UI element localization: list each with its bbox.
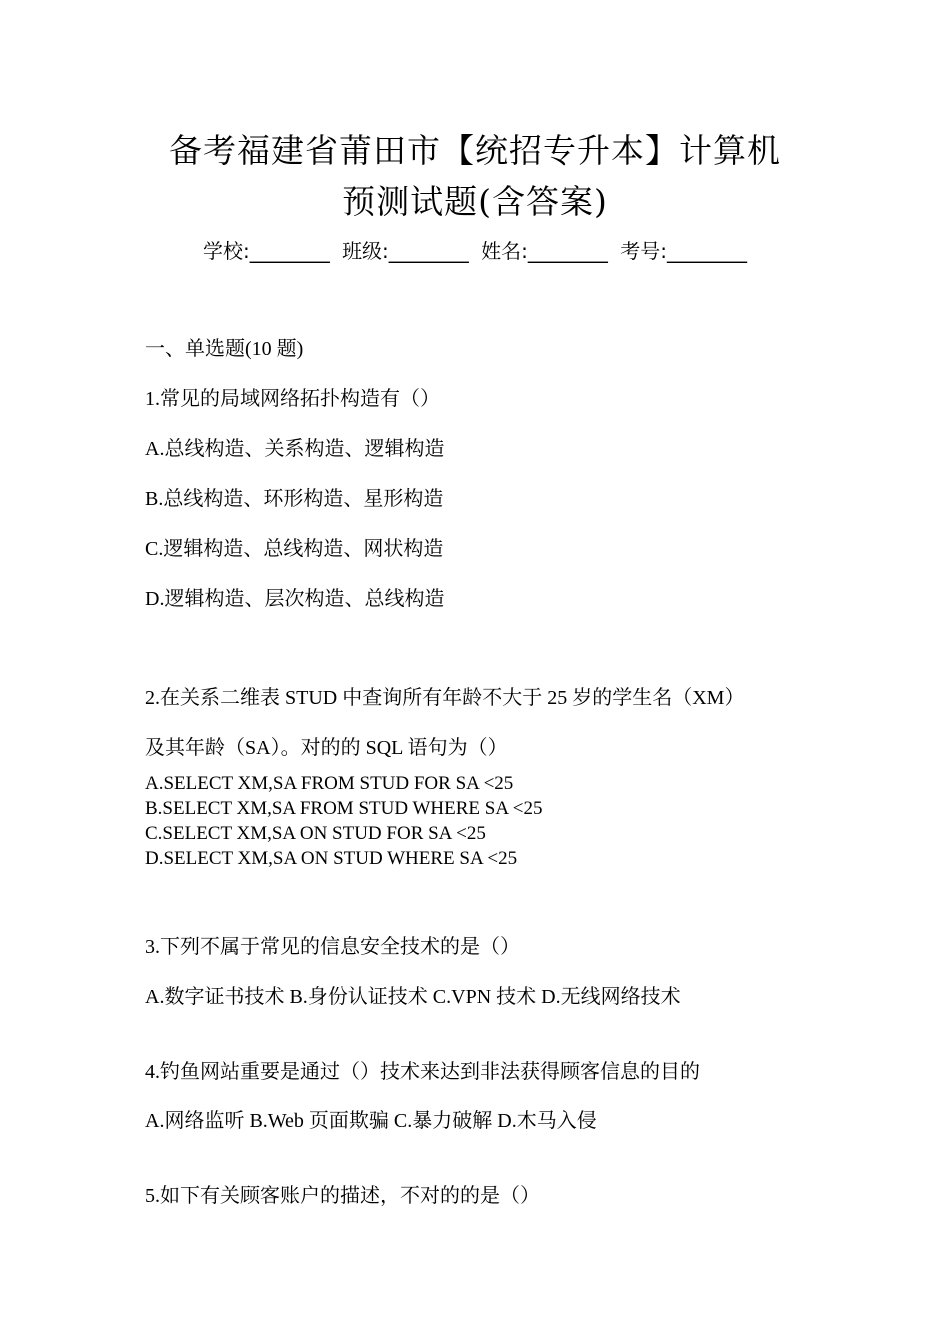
- question-1-option-b: B.总线构造、环形构造、星形构造: [145, 488, 444, 510]
- student-info-line: [0, 237, 950, 265]
- exam-number-field: 考号:________: [620, 239, 748, 263]
- document-title-line1: 备考福建省莆田市【统招专升本】计算机: [169, 131, 781, 170]
- question-2-option-c: C.SELECT XM,SA ON STUD FOR SA <25: [145, 823, 486, 844]
- question-1-option-c: C.逻辑构造、总线构造、网状构造: [145, 538, 444, 560]
- section-heading: 一、单选题(10 题): [145, 338, 304, 360]
- question-3-options: A.数字证书技术 B.身份认证技术 C.VPN 技术 D.无线网络技术: [145, 986, 681, 1008]
- question-1-option-d: D.逻辑构造、层次构造、总线构造: [145, 588, 445, 610]
- name-field: 姓名:________: [481, 239, 608, 263]
- school-field: 学校:________: [202, 239, 330, 263]
- question-2-stem-line2: 及其年龄（SA）。对的的 SQL 语句为（）: [145, 737, 508, 759]
- document-title-line2: 预测试题(含答案): [342, 182, 608, 221]
- class-field: 班级:________: [342, 239, 469, 263]
- question-1-option-a: A.总线构造、关系构造、逻辑构造: [145, 438, 445, 460]
- question-3-stem: 3.下列不属于常见的信息安全技术的是（）: [145, 936, 520, 958]
- question-1-stem: 1.常见的局域网络拓扑构造有（）: [145, 388, 440, 410]
- question-2-option-b: B.SELECT XM,SA FROM STUD WHERE SA <25: [145, 798, 543, 819]
- question-4-options: A.网络监听 B.Web 页面欺骗 C.暴力破解 D.木马入侵: [145, 1110, 597, 1132]
- question-4-stem: 4.钓鱼网站重要是通过（）技术来达到非法获得顾客信息的目的: [145, 1061, 700, 1083]
- question-2-option-d: D.SELECT XM,SA ON STUD WHERE SA <25: [145, 848, 518, 869]
- question-5-stem: 5.如下有关顾客账户的描述，不对的的是（）: [145, 1185, 540, 1207]
- question-2-option-a: A.SELECT XM,SA FROM STUD FOR SA <25: [145, 773, 514, 794]
- question-2-stem-line1: 2.在关系二维表 STUD 中查询所有年龄不大于 25 岁的学生名（XM）: [145, 687, 745, 709]
